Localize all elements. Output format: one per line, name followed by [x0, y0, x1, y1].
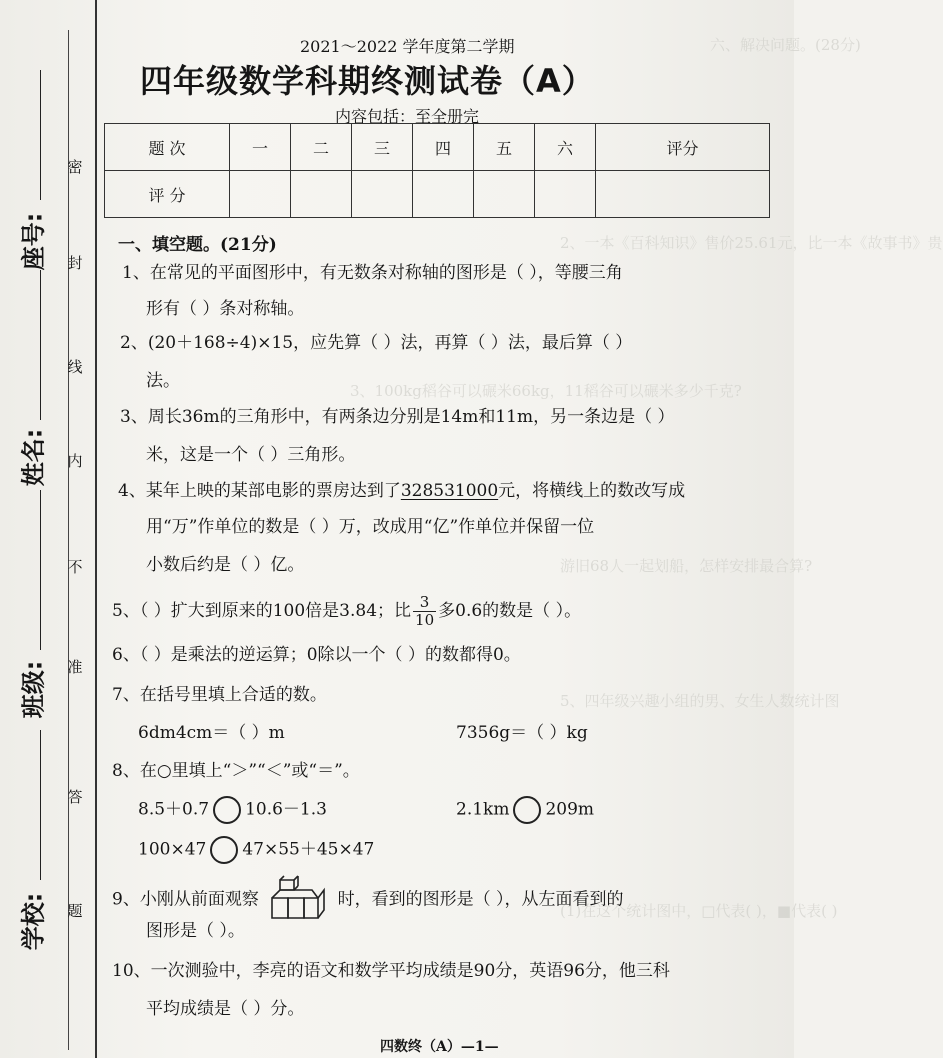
question-7-right: 7356g＝（ ）kg	[456, 723, 588, 743]
question-4-line-2: 用“万”作单位的数是（ ）万，改成用“亿”作单位并保留一位	[146, 517, 595, 537]
question-1-line-1: 1、在常见的平面图形中，有无数条对称轴的图形是（ ），等腰三角	[122, 263, 623, 283]
expr-left: 100×47	[138, 839, 207, 860]
question-4-text: 4、某年上映的某部电影的票房达到了	[118, 481, 401, 501]
expr-right: 209m	[545, 799, 595, 820]
table-header-cell: 评分	[596, 124, 770, 171]
question-4-line-1	[118, 478, 685, 504]
expr-left: 8.5＋0.7	[138, 799, 210, 820]
score-cell[interactable]	[230, 171, 291, 218]
seal-char: 准	[67, 658, 83, 676]
table-header-cell: 六	[535, 124, 596, 171]
exam-subtitle: 内容包括：至全册完	[335, 107, 480, 126]
question-5-text: 5、（ ）扩大到原来的100倍是3.84；比	[112, 601, 412, 621]
seat-number-line[interactable]	[40, 70, 41, 200]
name-label: 姓名:	[19, 428, 48, 487]
score-cell[interactable]	[291, 171, 352, 218]
question-10-line-2: 平均成绩是（ ）分。	[146, 999, 305, 1019]
table-header-cell: 四	[413, 124, 474, 171]
score-cell[interactable]	[596, 171, 770, 218]
binding-line	[95, 0, 97, 1058]
table-header-cell: 二	[291, 124, 352, 171]
question-8-item-a	[138, 796, 327, 824]
school-line[interactable]	[40, 730, 41, 880]
question-3-line-2: 米，这是一个（ ）三角形。	[146, 445, 356, 465]
question-2-line-2: 法。	[146, 371, 180, 391]
exam-title: 四年级数学科期终测试卷（A）	[140, 62, 595, 100]
compare-circle[interactable]	[213, 796, 241, 824]
question-9-line-2: 图形是（ ）。	[146, 921, 245, 941]
question-10-line-1: 10、一次测验中，李亮的语文和数学平均成绩是90分，英语96分，他三科	[112, 961, 670, 981]
question-5	[112, 594, 581, 629]
seal-char: 题	[67, 902, 83, 920]
cube-stack-figure	[270, 878, 326, 922]
score-cell[interactable]	[535, 171, 596, 218]
page-footer: 四数终（A）—1—	[380, 1039, 499, 1055]
exam-page: 六、解决问题。(28分) 2、一本《百科知识》售价25.61元，比一本《故事书》贵 3、100kg稻谷可以碾米66kg，11稻谷可以碾米多少千克? 游旧68人一起划船，怎样安排最合算? 5、四年级兴趣小组的男、女生人数统计图 (1)在这个统计图中，□代表( )，■代表( ) 密 封 线 内 不 准 答 题 座号: 姓名: 班级: 学校: 2021～2022 学年度第二学期 四年级数学科期终测试卷（A） 内容包括：至全册完 题 次 一 二 三 四 五 六 评分 评 分 一、填空题。(21分) 1、在常见的平面图形中，有无数条对称轴的图形是（ ），等腰三角 形有（ ）条对称轴。 2、(20＋168÷4)×15，应先算（ ）法，再算（ ）法，最后算（ ） 法。 3、周长36m的三角形中，有两条边分别是14m和11m，另一条边是（ ） 米，这是一个（ ）三角形。 4、某年上映的某部电影的票房达到了328531000元，将横线上的数改写成 用“万”作单位的数是（ ）万，改成用“亿”作单位并保留一位 小数后约是（ ）亿。 5、（ ）扩大到原来的100倍是3.84；比 $\frac{3}{10}$ 多0.6的数是（ ）。 6、（ ）是乘法的逆运算；0除以一个（ ）的数都得0。 7、在括号里填上合适的数。 6dm4cm＝（ ）m 7356g＝（ ）kg 8、在○里填上“＞”“＜”或“＝”。 8.5＋0.7 10.6－1.3 2.1km 209m 100×47 47×55＋45×47 9、小刚从前面观察 时，看到的图形是（ ），从左面看到的 图形是（ ）。 10、一次测验中，李亮的语文和数学平均成绩是90分，英语96分，他三科 平均成绩是（ ）分。 四数终（A）—1—	[0, 0, 794, 1058]
seal-char: 答	[67, 788, 83, 806]
expr-right: 10.6－1.3	[245, 799, 327, 820]
question-3-line-1: 3、周长36m的三角形中，有两条边分别是14m和11m，另一条边是（ ）	[120, 407, 675, 427]
score-cell[interactable]	[474, 171, 535, 218]
table-header-cell: 一	[230, 124, 291, 171]
binding-outer-line	[68, 30, 69, 1050]
question-1-line-2: 形有（ ）条对称轴。	[146, 299, 305, 319]
question-4-line-3: 小数后约是（ ）亿。	[146, 555, 305, 575]
seal-char: 封	[67, 254, 83, 272]
question-5-text: 多0.6的数是（ ）。	[438, 601, 582, 621]
table-header-cell: 五	[474, 124, 535, 171]
question-7: 7、在括号里填上合适的数。	[112, 685, 327, 705]
seal-char: 不	[67, 558, 83, 576]
question-8: 8、在○里填上“＞”“＜”或“＝”。	[112, 761, 360, 781]
question-9-text: 9、小刚从前面观察	[112, 889, 259, 910]
expr-left: 2.1km	[456, 799, 510, 820]
compare-circle[interactable]	[210, 836, 238, 864]
fraction	[413, 594, 436, 629]
section-title: 一、填空题。(21分)	[118, 235, 277, 255]
school-label: 学校:	[19, 892, 48, 951]
question-8-item-c	[138, 836, 374, 864]
question-6: 6、（ ）是乘法的逆运算；0除以一个（ ）的数都得0。	[112, 645, 521, 665]
seal-char: 密	[67, 158, 83, 176]
question-8-item-b	[456, 796, 594, 824]
table-row-label: 评 分	[105, 171, 230, 218]
class-label: 班级:	[19, 660, 48, 719]
score-table	[104, 123, 770, 218]
fraction-denominator: 10	[415, 611, 435, 629]
question-7-left: 6dm4cm＝（ ）m	[138, 723, 285, 743]
question-2-line-1: 2、(20＋168÷4)×15，应先算（ ）法，再算（ ）法，最后算（ ）	[120, 333, 633, 353]
seat-number-label: 座号:	[19, 212, 48, 271]
score-cell[interactable]	[413, 171, 474, 218]
fraction-numerator: 3	[413, 594, 436, 612]
table-row	[105, 171, 770, 218]
school-year: 2021～2022 学年度第二学期	[300, 37, 515, 56]
table-header-cell: 题 次	[105, 124, 230, 171]
table-row	[105, 124, 770, 171]
compare-circle[interactable]	[513, 796, 541, 824]
expr-right: 47×55＋45×47	[242, 839, 375, 860]
seal-char: 内	[67, 452, 83, 470]
table-header-cell: 三	[352, 124, 413, 171]
score-cell[interactable]	[352, 171, 413, 218]
question-9-line-1	[112, 878, 624, 922]
box-office-number: 328531000	[400, 481, 499, 501]
seal-char: 线	[67, 358, 83, 376]
question-4-text: 元，将横线上的数改写成	[498, 481, 686, 501]
name-line[interactable]	[40, 270, 41, 420]
question-9-text: 时，看到的图形是（ ），从左面看到的	[337, 889, 624, 910]
class-line[interactable]	[40, 490, 41, 650]
